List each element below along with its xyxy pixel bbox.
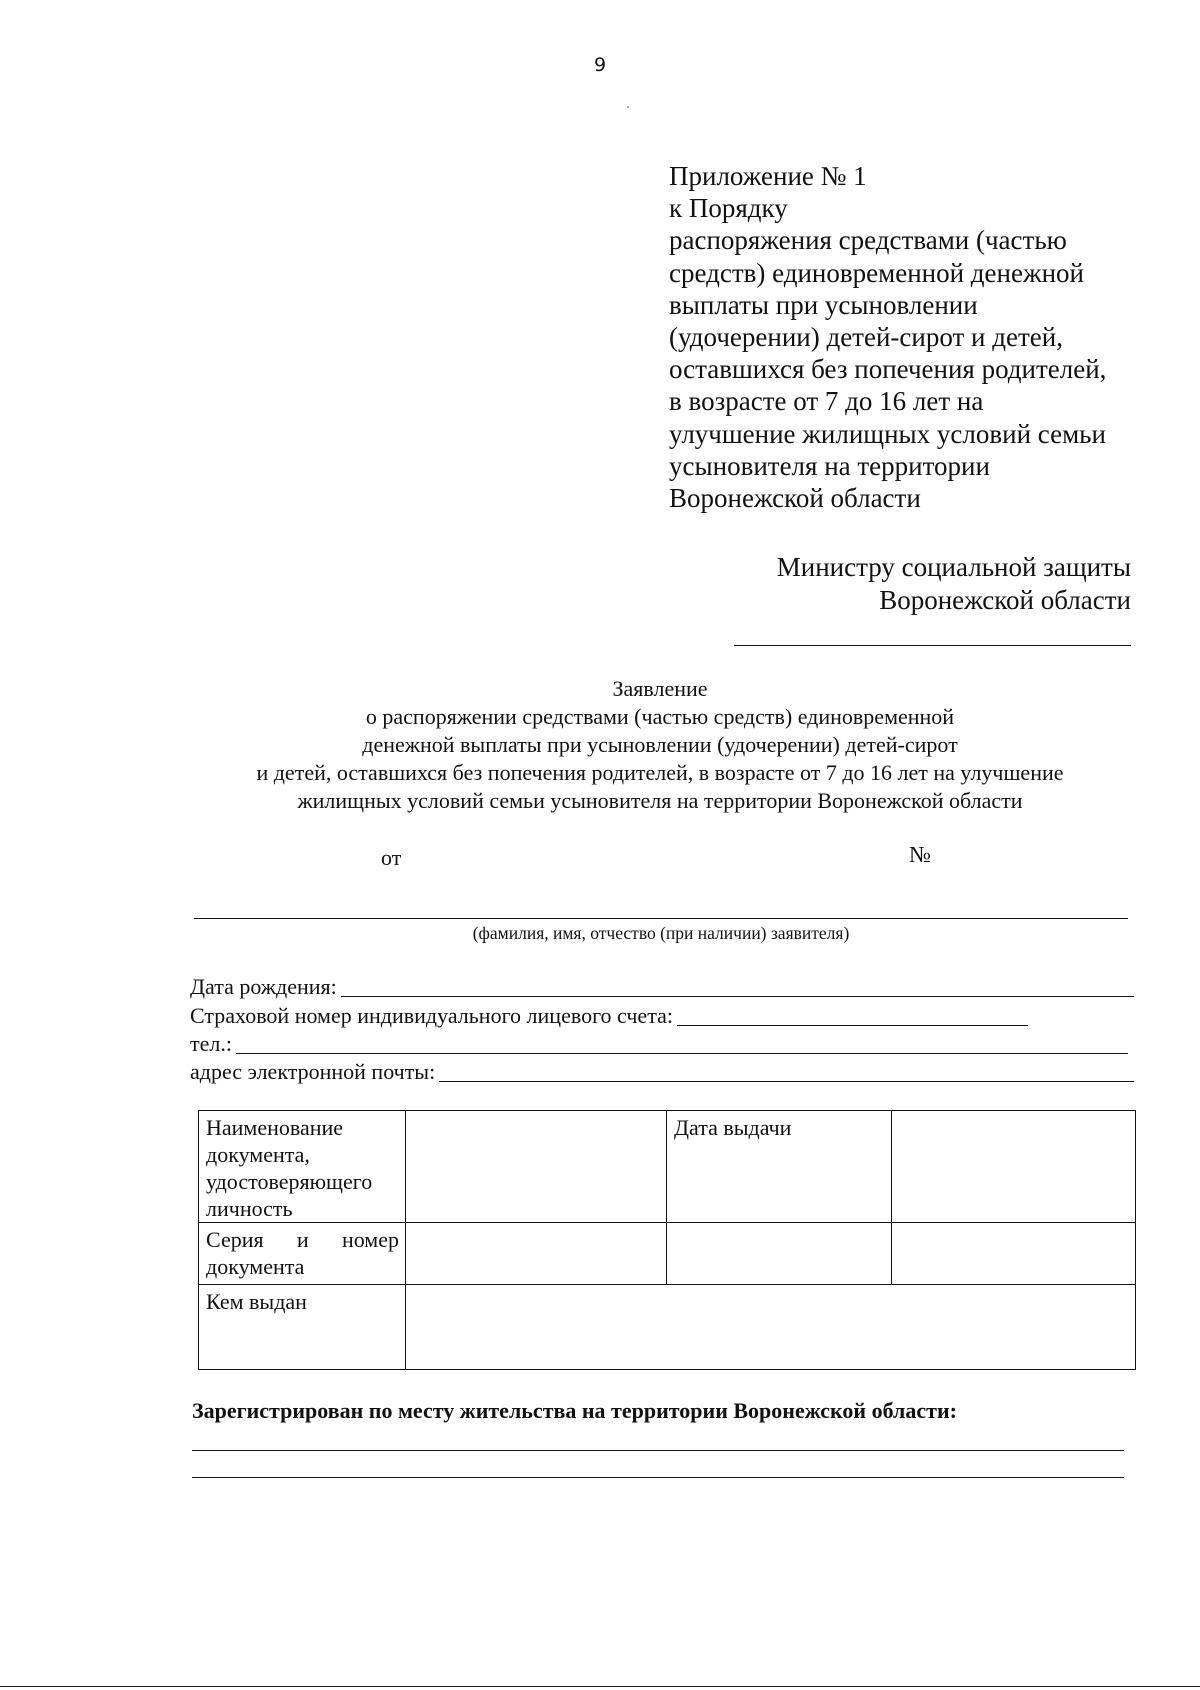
table-row — [199, 1223, 1136, 1285]
snils-line[interactable] — [677, 1024, 1028, 1026]
statement-line: денежной выплаты при усыновлении (удочерении) детей-сирот — [362, 732, 958, 757]
doc-name-value-cell[interactable] — [406, 1111, 667, 1223]
addressee-blank-line[interactable] — [734, 645, 1131, 646]
statement-line: о распоряжении средствами (частью средств) единовременной — [365, 704, 955, 729]
series-word: Серия — [206, 1227, 264, 1252]
statement-line: жилищных условий семьи усыновителя на территории Воронежской области — [297, 788, 1023, 813]
applicant-name-line[interactable] — [194, 918, 1128, 919]
birth-date-field — [190, 972, 1134, 1000]
issued-by-value-cell[interactable] — [406, 1285, 1136, 1370]
empty-cell[interactable] — [667, 1223, 892, 1285]
appendix-line: к Порядку — [669, 193, 788, 224]
scan-speck — [627, 106, 629, 108]
empty-cell[interactable] — [892, 1223, 1136, 1285]
appendix-line: оставшихся без попечения родителей, — [669, 354, 1107, 385]
series-number-value-cell[interactable] — [406, 1223, 667, 1285]
addressee-line: Воронежской области — [879, 584, 1131, 615]
series-number-second-line: документа — [206, 1254, 305, 1279]
phone-field — [190, 1029, 1128, 1057]
registration-label: Зарегистрирован по месту жительства на территории Воронежской области: — [192, 1398, 957, 1423]
from-label: от — [381, 845, 402, 870]
appendix-line: (удочерении) детей-сирот и детей, — [669, 322, 1063, 353]
appendix-line: выплаты при усыновлении — [669, 289, 978, 320]
appendix-line: Приложение № 1 — [669, 161, 867, 191]
snils-field — [190, 1001, 1028, 1029]
phone-line[interactable] — [236, 1052, 1128, 1054]
appendix-line: в возрасте от 7 до 16 лет на — [669, 386, 984, 417]
email-field — [190, 1057, 1134, 1085]
doc-name-label-cell — [199, 1111, 406, 1223]
issue-date-label-cell: Дата выдачи — [667, 1111, 892, 1223]
email-label: адрес электронной почты: — [190, 1059, 436, 1084]
snils-label: Страховой номер индивидуального лицевого счета: — [190, 1003, 673, 1028]
birth-date-label: Дата рождения: — [190, 974, 337, 999]
appendix-line: средств) единовременной денежной — [669, 257, 1084, 288]
issue-date-value-cell[interactable] — [892, 1111, 1136, 1223]
applicant-name-caption: (фамилия, имя, отчество (при наличии) заявителя) — [472, 923, 850, 943]
email-line[interactable] — [439, 1080, 1134, 1082]
table-row — [199, 1111, 1136, 1223]
page-edge-line — [0, 1686, 1200, 1687]
addressee-line: Министру социальной защиты — [776, 552, 1131, 582]
registration-address-line[interactable] — [192, 1450, 1124, 1451]
statement-line: и детей, оставшихся без попечения родителей, в возрасте от 7 до 16 лет на улучшение — [256, 760, 1064, 785]
series-word: и — [296, 1227, 309, 1252]
addressee-block — [777, 551, 1131, 616]
statement-title — [150, 675, 1170, 815]
appendix-note — [669, 160, 1149, 514]
identity-document-table — [198, 1110, 1136, 1370]
number-label: № — [909, 842, 931, 867]
series-number-first-line — [206, 1226, 399, 1253]
doc-name-line: удостоверяющего — [206, 1169, 373, 1194]
table-row — [199, 1285, 1136, 1370]
appendix-line: усыновителя на территории — [669, 450, 990, 481]
appendix-line: улучшение жилищных условий семьи — [669, 418, 1106, 449]
appendix-line: Воронежской области — [669, 483, 921, 514]
doc-name-line: Наименование — [206, 1115, 344, 1140]
appendix-line: распоряжения средствами (частью — [669, 225, 1067, 256]
phone-label: тел.: — [190, 1031, 232, 1056]
statement-heading: Заявление — [612, 676, 708, 701]
doc-name-line: документа, — [206, 1142, 310, 1167]
doc-name-line: личность — [206, 1196, 293, 1221]
series-word: номер — [341, 1227, 399, 1252]
birth-date-line[interactable] — [341, 995, 1134, 997]
series-number-label-cell — [199, 1223, 406, 1285]
issued-by-label-cell: Кем выдан — [199, 1285, 406, 1370]
page-number: 9 — [593, 54, 607, 76]
registration-address-line[interactable] — [192, 1477, 1124, 1478]
